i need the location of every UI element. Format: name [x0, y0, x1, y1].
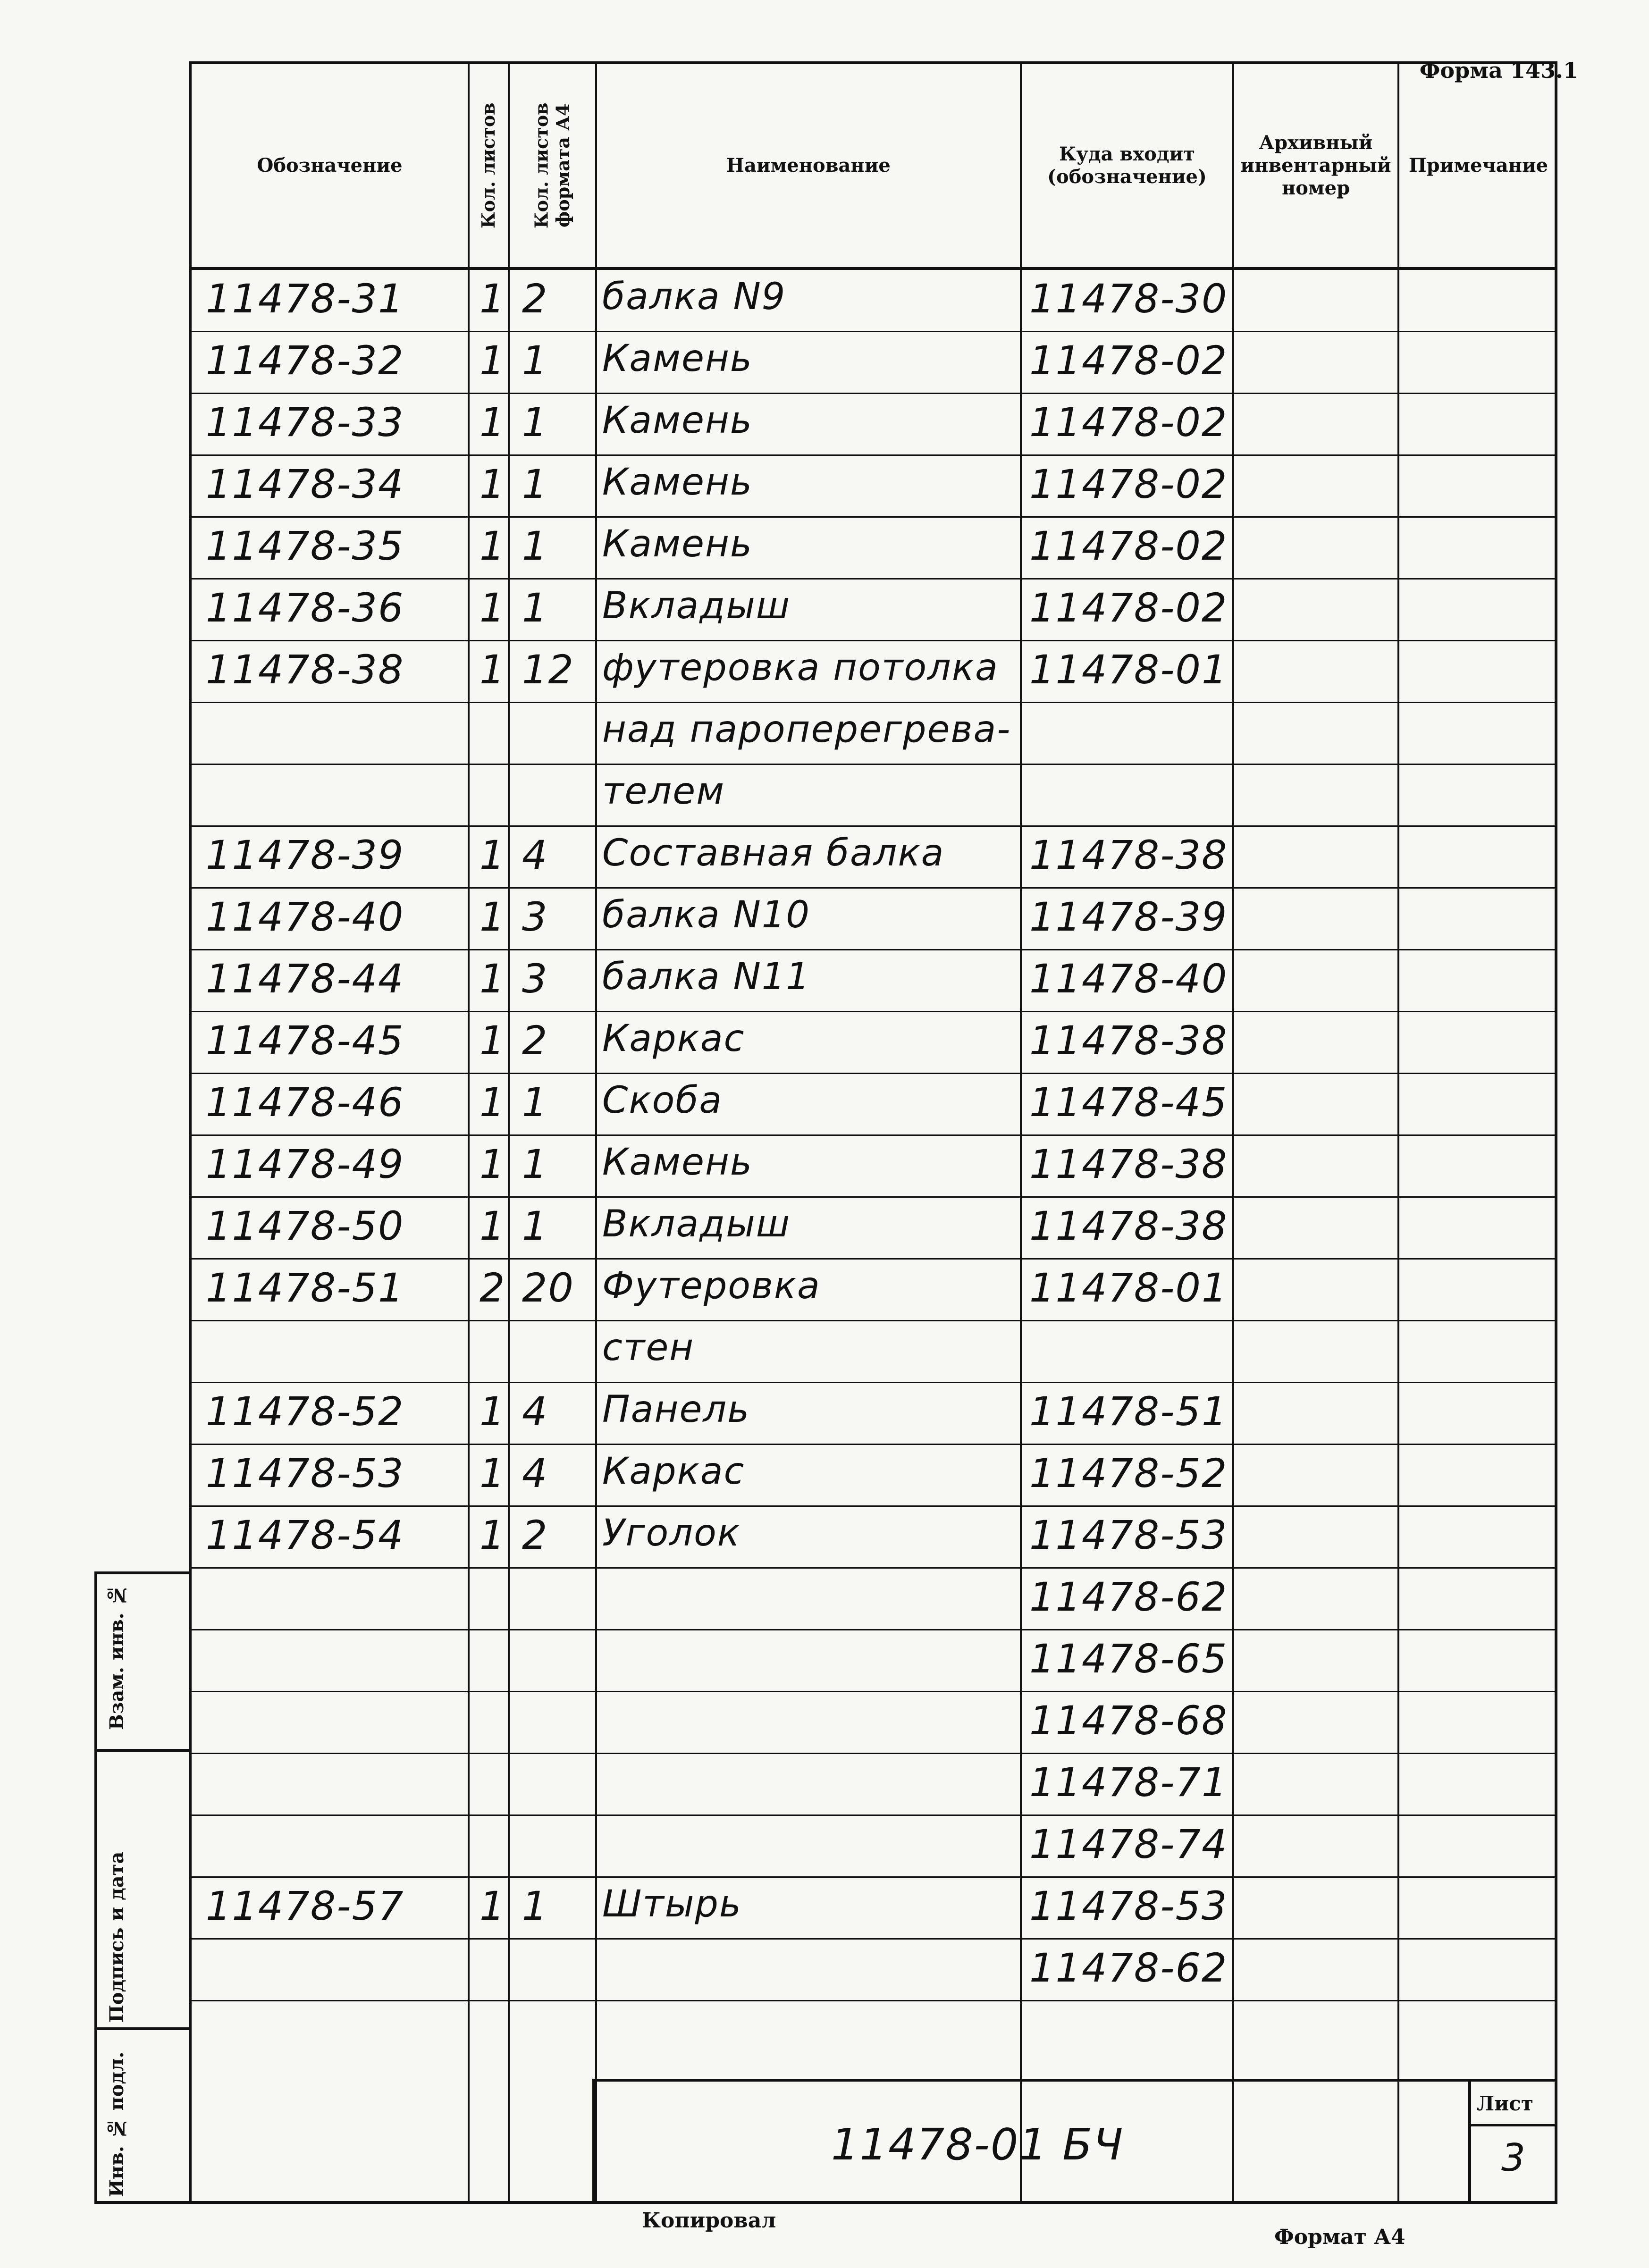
row-name: балка N9 [602, 276, 786, 318]
row-divider [192, 1134, 1555, 1136]
row-qty: 1 [480, 956, 506, 1002]
row-a4: 1 [522, 585, 548, 631]
row-where: 11478-02 [1029, 523, 1228, 569]
col-divider [1020, 64, 1022, 2201]
row-designation: 11478-51 [206, 1265, 404, 1311]
row-divider [192, 640, 1555, 641]
row-a4: 4 [522, 832, 548, 878]
row-name: Камень [602, 399, 753, 442]
row-where: 11478-40 [1029, 956, 1228, 1002]
row-name: футеровка потолка [602, 647, 999, 689]
format-label: Формат А4 [1274, 2225, 1405, 2249]
col-divider [1397, 64, 1399, 2201]
title-divider [1468, 2082, 1471, 2204]
row-name: Камень [602, 523, 753, 565]
row-where: 11478-38 [1029, 1203, 1228, 1249]
row-divider [192, 331, 1555, 332]
row-qty: 1 [480, 523, 506, 569]
row-designation: 11478-32 [206, 337, 404, 384]
header-designation: Обозначение [257, 154, 403, 176]
original-inventory-label: Инв. № подл. [106, 2051, 128, 2197]
header-divider [192, 267, 1555, 270]
row-where: 11478-52 [1029, 1450, 1228, 1496]
row-a4: 20 [522, 1265, 574, 1311]
row-where: 11478-53 [1029, 1883, 1228, 1929]
col-divider [1232, 64, 1234, 2201]
sheet-number: 3 [1501, 2136, 1526, 2180]
row-designation: 11478-38 [206, 647, 404, 693]
row-designation: 11478-34 [206, 461, 404, 507]
row-designation: 11478-35 [206, 523, 404, 569]
row-name: Вкладыш [602, 1203, 791, 1245]
row-qty: 1 [480, 337, 506, 384]
row-a4: 2 [522, 276, 548, 322]
row-name: Составная балка [602, 832, 945, 874]
row-a4: 1 [522, 1141, 548, 1187]
col-divider [508, 64, 510, 2201]
sheet-label: Лист [1477, 2092, 1533, 2115]
row-where: 11478-53 [1029, 1512, 1228, 1558]
row-where: 11478-74 [1029, 1821, 1228, 1867]
row-divider [192, 1814, 1555, 1816]
row-qty: 1 [480, 1079, 506, 1126]
row-qty: 1 [480, 1017, 506, 1064]
row-divider [192, 578, 1555, 580]
row-name: телем [602, 770, 725, 813]
row-where: 11478-02 [1029, 585, 1228, 631]
signature-date-label: Подпись и дата [106, 1851, 128, 2023]
header-archive-number: Архивный инвентарный номер [1240, 132, 1391, 199]
row-a4: 4 [522, 1450, 548, 1496]
row-name: стен [602, 1327, 695, 1369]
row-divider [192, 454, 1555, 456]
col-divider [595, 64, 597, 2201]
row-divider [192, 949, 1555, 950]
row-qty: 2 [480, 1265, 506, 1311]
row-where: 11478-39 [1029, 894, 1228, 940]
row-qty: 1 [480, 832, 506, 878]
row-divider [192, 764, 1555, 765]
row-designation: 11478-46 [206, 1079, 404, 1126]
row-where: 11478-62 [1029, 1945, 1228, 1991]
row-name: Футеровка [602, 1265, 821, 1307]
row-divider [192, 1382, 1555, 1383]
row-name: Камень [602, 1141, 753, 1184]
row-divider [192, 393, 1555, 394]
row-divider [192, 1876, 1555, 1878]
row-divider [192, 1444, 1555, 1445]
header-where-used: Куда входит (обозначение) [1047, 143, 1207, 188]
row-where: 11478-02 [1029, 337, 1228, 384]
row-divider [192, 1691, 1555, 1692]
row-name: Вкладыш [602, 585, 791, 627]
row-name: Уголок [602, 1512, 740, 1554]
title-divider [1468, 2124, 1557, 2126]
row-where: 11478-68 [1029, 1697, 1228, 1744]
specification-table [189, 61, 1557, 2204]
row-divider [192, 1753, 1555, 1754]
row-divider [192, 1258, 1555, 1260]
row-where: 11478-30 [1029, 276, 1228, 322]
row-a4: 3 [522, 894, 548, 940]
row-name: балка N11 [602, 956, 811, 998]
margin-divider [97, 1749, 189, 1752]
row-a4: 4 [522, 1388, 548, 1435]
header-sheets-a4: Кол. листов формата А4 [530, 102, 573, 229]
row-where: 11478-51 [1029, 1388, 1228, 1435]
row-a4: 1 [522, 1079, 548, 1126]
row-where: 11478-65 [1029, 1636, 1228, 1682]
row-qty: 1 [480, 1203, 506, 1249]
row-divider [192, 1629, 1555, 1630]
header-note: Примечание [1408, 154, 1548, 176]
row-designation: 11478-50 [206, 1203, 404, 1249]
header-sheets-count: Кол. листов [478, 102, 499, 229]
row-qty: 1 [480, 276, 506, 322]
row-designation: 11478-52 [206, 1388, 404, 1435]
row-a4: 12 [522, 647, 574, 693]
col-divider [468, 64, 470, 2201]
row-designation: 11478-39 [206, 832, 404, 878]
row-qty: 1 [480, 1883, 506, 1929]
row-a4: 2 [522, 1512, 548, 1558]
row-where: 11478-02 [1029, 399, 1228, 445]
row-name: Камень [602, 337, 753, 380]
row-qty: 1 [480, 461, 506, 507]
row-a4: 1 [522, 337, 548, 384]
row-divider [192, 2000, 1555, 2001]
row-name: балка N10 [602, 894, 811, 936]
row-where: 11478-01 [1029, 647, 1228, 693]
row-divider [192, 516, 1555, 518]
row-where: 11478-38 [1029, 832, 1228, 878]
row-designation: 11478-40 [206, 894, 404, 940]
row-a4: 1 [522, 461, 548, 507]
row-name: Камень [602, 461, 753, 504]
replaced-inventory-label: Взам. инв. № [106, 1584, 128, 1730]
header-name: Наименование [726, 154, 891, 176]
row-name: Панель [602, 1388, 750, 1431]
row-divider [192, 1567, 1555, 1569]
row-designation: 11478-44 [206, 956, 404, 1002]
row-a4: 1 [522, 1883, 548, 1929]
row-where: 11478-62 [1029, 1574, 1228, 1620]
title-block [592, 2079, 1557, 2204]
row-qty: 1 [480, 647, 506, 693]
row-where: 11478-38 [1029, 1017, 1228, 1064]
row-qty: 1 [480, 585, 506, 631]
row-designation: 11478-57 [206, 1883, 404, 1929]
row-designation: 11478-33 [206, 399, 404, 445]
row-divider [192, 1938, 1555, 1940]
row-a4: 1 [522, 1203, 548, 1249]
row-divider [192, 1320, 1555, 1321]
row-name: Каркас [602, 1017, 745, 1060]
margin-strip [94, 1571, 189, 2204]
row-divider [192, 825, 1555, 827]
row-qty: 1 [480, 1388, 506, 1435]
row-designation: 11478-54 [206, 1512, 404, 1558]
row-a4: 1 [522, 399, 548, 445]
row-designation: 11478-31 [206, 276, 404, 322]
row-designation: 11478-53 [206, 1450, 404, 1496]
row-qty: 1 [480, 1450, 506, 1496]
row-where: 11478-01 [1029, 1265, 1228, 1311]
row-divider [192, 1073, 1555, 1074]
margin-divider [97, 2027, 189, 2030]
row-designation: 11478-49 [206, 1141, 404, 1187]
row-qty: 1 [480, 1141, 506, 1187]
row-where: 11478-02 [1029, 461, 1228, 507]
row-designation: 11478-36 [206, 585, 404, 631]
row-divider [192, 1011, 1555, 1012]
row-a4: 2 [522, 1017, 548, 1064]
form-label: Форма 143.1 [1419, 58, 1578, 83]
row-name: Скоба [602, 1079, 723, 1122]
document-number: 11478-01 БЧ [831, 2119, 1124, 2170]
row-a4: 1 [522, 523, 548, 569]
row-qty: 1 [480, 894, 506, 940]
row-a4: 3 [522, 956, 548, 1002]
row-divider [192, 1196, 1555, 1198]
row-where: 11478-71 [1029, 1759, 1228, 1806]
row-name: над пароперегрева- [602, 708, 1011, 751]
copied-label: Копировал [642, 2209, 776, 2233]
row-divider [192, 887, 1555, 889]
row-designation: 11478-45 [206, 1017, 404, 1064]
row-name: Штырь [602, 1883, 742, 1925]
row-where: 11478-45 [1029, 1079, 1228, 1126]
row-qty: 1 [480, 1512, 506, 1558]
row-divider [192, 702, 1555, 703]
row-name: Каркас [602, 1450, 745, 1493]
row-where: 11478-38 [1029, 1141, 1228, 1187]
row-divider [192, 1505, 1555, 1507]
row-qty: 1 [480, 399, 506, 445]
